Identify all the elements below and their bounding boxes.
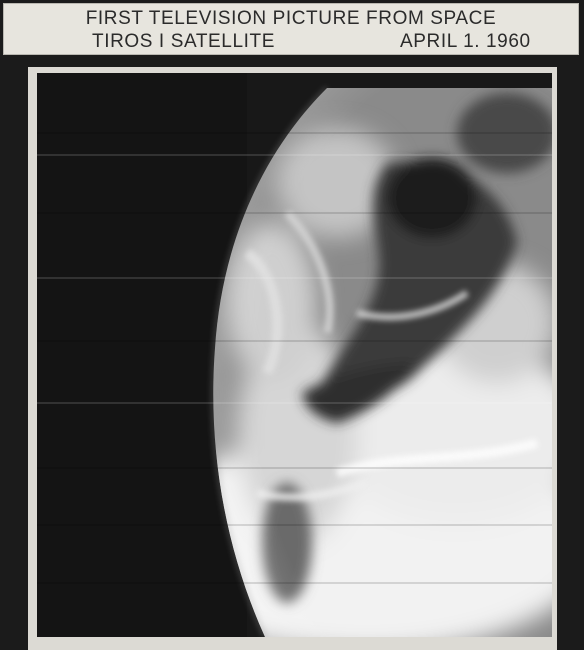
caption-strip [3,3,579,55]
satellite-photo [37,73,552,637]
caption-date: APRIL 1. 1960 [400,31,531,52]
earth-image [37,73,552,637]
caption-title: FIRST TELEVISION PICTURE FROM SPACE [85,8,497,29]
caption-satellite: TIROS I SATELLITE [92,31,275,52]
